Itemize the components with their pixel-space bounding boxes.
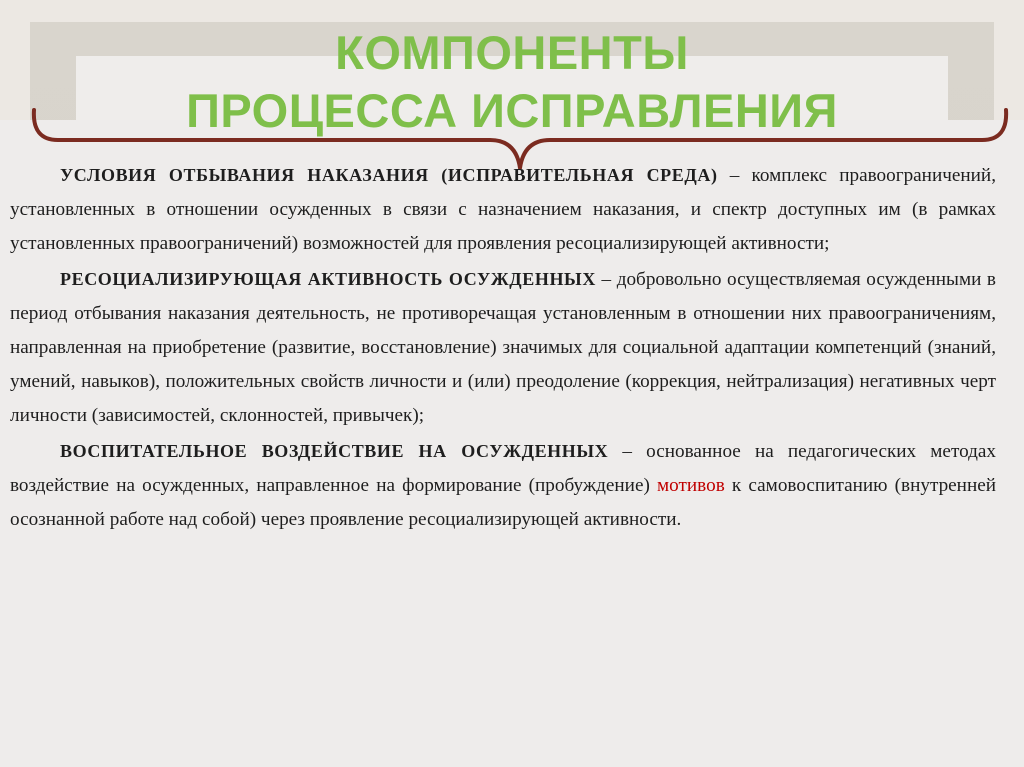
definition-activity: [10, 262, 996, 434]
term-influence: ВОСПИТАТЕЛЬНОЕ ВОЗДЕЙСТВИЕ НА ОСУЖДЕННЫХ: [60, 440, 609, 461]
term-activity: РЕСОЦИАЛИЗИРУЮЩАЯ АКТИВНОСТЬ ОСУЖДЕННЫХ: [60, 268, 596, 289]
definition-conditions: [10, 158, 996, 262]
definition-influence-text-after: к самовоспитанию (внутренней осознанной работе над собой) через проявление ресоциализирующей активности.: [10, 474, 997, 531]
title-line-2: ПРОЦЕССА ИСПРАВЛЕНИЯ: [186, 84, 838, 137]
definition-conditions-text: – комплекс правоограничений, установленных в отношении осужденных в связи с назначением наказания, и спектр доступных им (в рамках установленных правоограничений) возможностей для проявления ресоциализирующей активности;: [10, 165, 996, 255]
term-conditions: УСЛОВИЯ ОТБЫВАНИЯ НАКАЗАНИЯ (ИСПРАВИТЕЛЬНАЯ СРЕДА): [60, 165, 718, 185]
definitions-text: [10, 158, 996, 537]
highlight-motives: мотивов: [657, 474, 725, 496]
definition-influence-text-before: – основанное на педагогических методах воздействие на осужденных, направленное на формирование (пробуждение): [10, 440, 996, 496]
title-line-1: КОМПОНЕНТЫ: [335, 26, 689, 79]
definition-influence: [10, 434, 996, 538]
definition-activity-text: – добровольно осуществляемая осужденными в период отбывания наказания деятельность, не противоречащая установленным в отношении них правоограничениям, направленная на приобретение (развитие, восстановление) значимых для социальной адаптации компетенций (знаний, умений, навыков), положительных свойств личности и (или) преодоление (коррекция, нейтрализация) негативных черт личности (зависимостей, склонностей, привычек);: [10, 268, 996, 427]
